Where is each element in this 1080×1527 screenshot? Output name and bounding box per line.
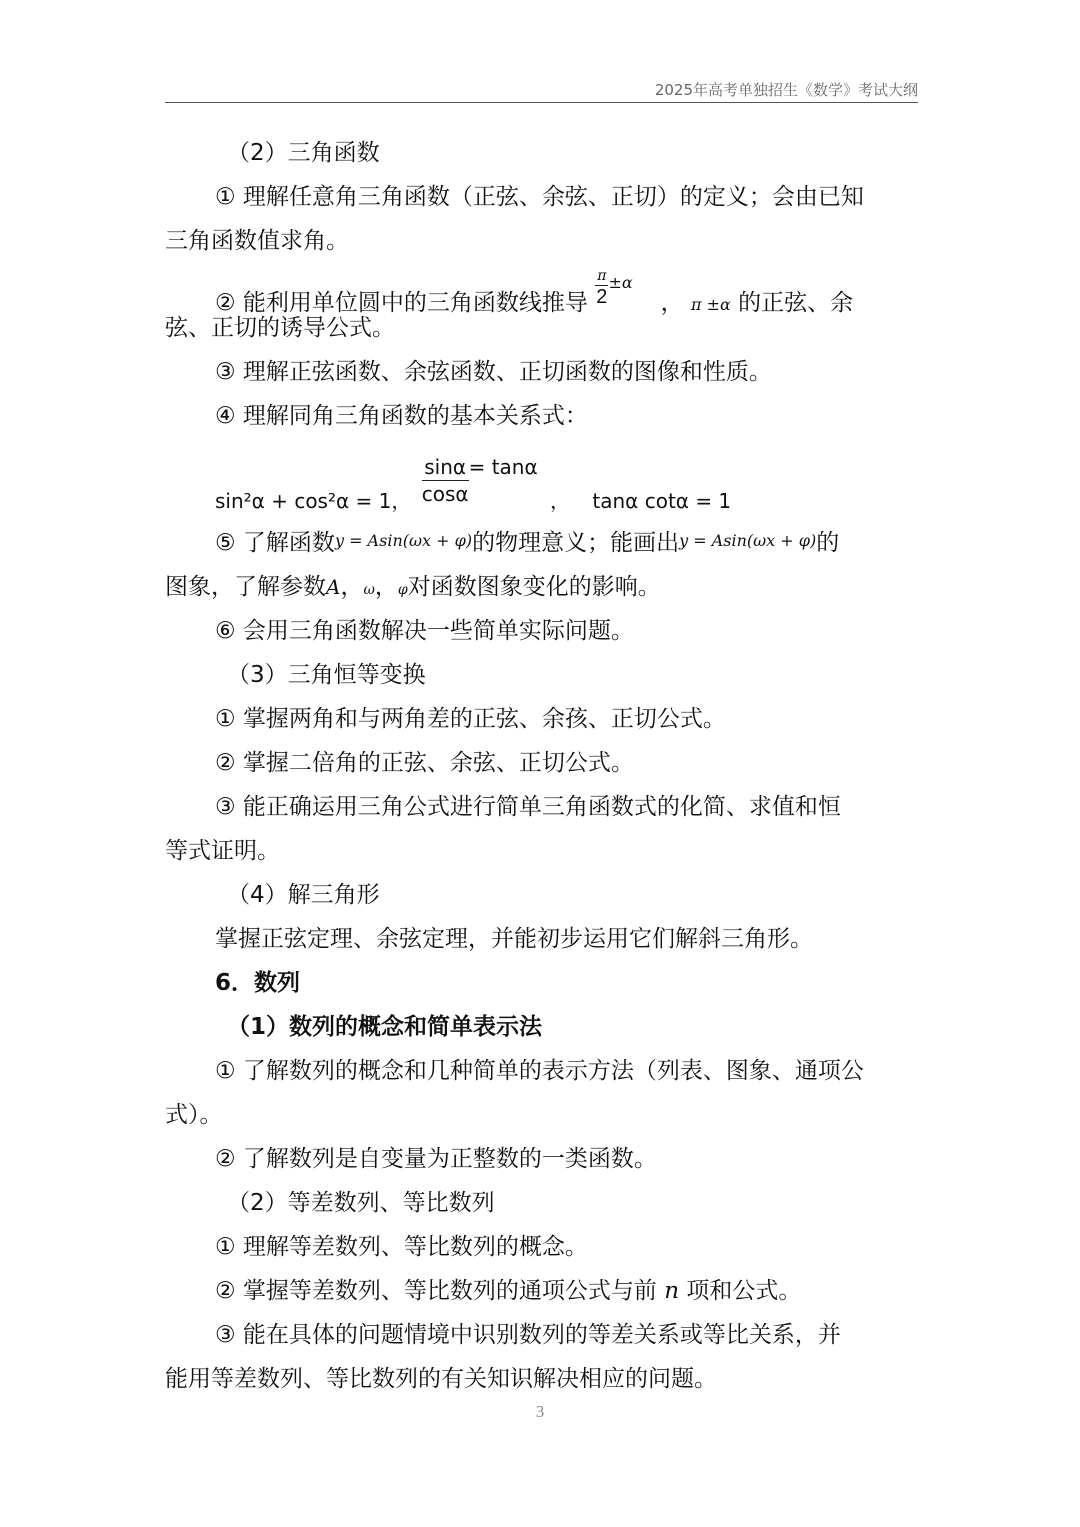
trig-item-2-text: ② 能利用单位圆中的三角函数线推导 [215, 290, 588, 316]
trig-item-1-line2: 三角函数值求角。 [165, 228, 349, 254]
comma: ， [340, 574, 364, 600]
trig-item-6: ⑥ 会用三角函数解决一些简单实际问题。 [215, 618, 634, 644]
fraction-numerator: sinα [422, 454, 469, 481]
pi-plus-minus-alpha: π ±α [690, 295, 731, 314]
sequence-item-1-line2: 式）。 [165, 1102, 223, 1128]
param-omega: ω [363, 582, 375, 598]
identity-item-3-line2: 等式证明。 [165, 838, 280, 864]
identity-item-3-line1: ③ 能正确运用三角公式进行简单三角函数式的化简、求值和恒 [215, 794, 841, 820]
triangle-body: 掌握正弦定理、余弦定理，并能初步运用它们解斜三角形。 [215, 926, 813, 952]
sinusoid-formula: y = Asin(ωx + φ) [334, 531, 473, 550]
comma: ， [391, 489, 412, 513]
fraction-denominator: cosα [421, 482, 469, 506]
plus-minus-alpha: ±α [608, 273, 633, 292]
arith-geom-item-2 [165, 1276, 975, 1306]
param-a: A [326, 575, 341, 599]
trig-item-5-text: ⑤ 了解函数 [215, 530, 335, 556]
param-phi: φ [397, 582, 408, 598]
chapter-heading-sequences: 6．数列 [215, 970, 301, 996]
trig-item-5-line1 [165, 528, 975, 560]
comma: ， [660, 290, 684, 316]
quotient-identity-fraction [422, 454, 469, 507]
arith-geom-item-2-text: 项和公式。 [686, 1278, 802, 1304]
trig-item-5-text: 的物理意义；能画出 [472, 530, 680, 556]
sinusoid-formula: y = Asin(ωx + φ) [679, 531, 817, 550]
trig-identity-formulas [165, 454, 975, 513]
document-title: 2025年高考单独招生《数学》考试大纲 [654, 81, 918, 99]
arith-geom-item-2-text: ② 掌握等差数列、等比数列的通项公式与前 [215, 1278, 657, 1304]
pi-over-2-fraction [595, 267, 608, 308]
trig-item-5-line2 [165, 572, 925, 605]
subsection-heading-sequence-concept: （1）数列的概念和简单表示法 [227, 1014, 543, 1040]
variable-n: n [664, 1278, 680, 1304]
comma: ， [550, 489, 571, 513]
fraction-denominator: 2 [596, 286, 608, 308]
subsection-heading-identity: （3）三角恒等变换 [227, 662, 426, 688]
pythagorean-identity: sin²α + cos²α = 1 [215, 489, 392, 513]
arith-geom-item-3-line1: ③ 能在具体的问题情境中识别数列的等差关系或等比关系，并 [215, 1322, 841, 1348]
trig-item-5-text: 对函数图象变化的影响。 [407, 574, 661, 600]
trig-item-5-text: 的 [816, 530, 840, 556]
subsection-heading-trig: （2）三角函数 [227, 140, 380, 166]
sequence-item-1-line1: ① 了解数列的概念和几种简单的表示方法（列表、图象、通项公 [215, 1058, 864, 1084]
subsection-heading-arith-geom: （2）等差数列、等比数列 [227, 1190, 495, 1216]
reciprocal-identity: tanα cotα = 1 [592, 489, 732, 513]
trig-item-2-suffix: 的正弦、余 [738, 290, 854, 316]
arith-geom-item-1: ① 理解等差数列、等比数列的概念。 [215, 1234, 588, 1260]
trig-item-3: ③ 理解正弦函数、余弦函数、正切函数的图像和性质。 [215, 359, 772, 385]
trig-item-2-line2: 弦、正切的诱导公式。 [165, 315, 395, 341]
trig-item-4: ④ 理解同角三角函数的基本关系式： [215, 403, 588, 429]
page-number: 3 [535, 1402, 545, 1421]
quotient-identity-rhs: = tanα [468, 455, 538, 479]
trig-item-5-text: 图象，了解参数 [165, 574, 326, 600]
page-header [165, 80, 918, 103]
arith-geom-item-3-line2: 能用等差数列、等比数列的有关知识解决相应的问题。 [165, 1366, 717, 1392]
identity-item-1: ① 掌握两角和与两角差的正弦、余孩、正切公式。 [215, 706, 726, 732]
fraction-numerator: π [597, 268, 607, 284]
identity-item-2: ② 掌握二倍角的正弦、余弦、正切公式。 [215, 750, 634, 776]
subsection-heading-triangle: （4）解三角形 [227, 882, 380, 908]
comma: ， [374, 574, 398, 600]
trig-item-1-line1: ① 理解任意角三角函数（正弦、余弦、正切）的定义；会由已知 [215, 184, 864, 210]
sequence-item-2: ② 了解数列是自变量为正整数的一类函数。 [215, 1146, 657, 1172]
